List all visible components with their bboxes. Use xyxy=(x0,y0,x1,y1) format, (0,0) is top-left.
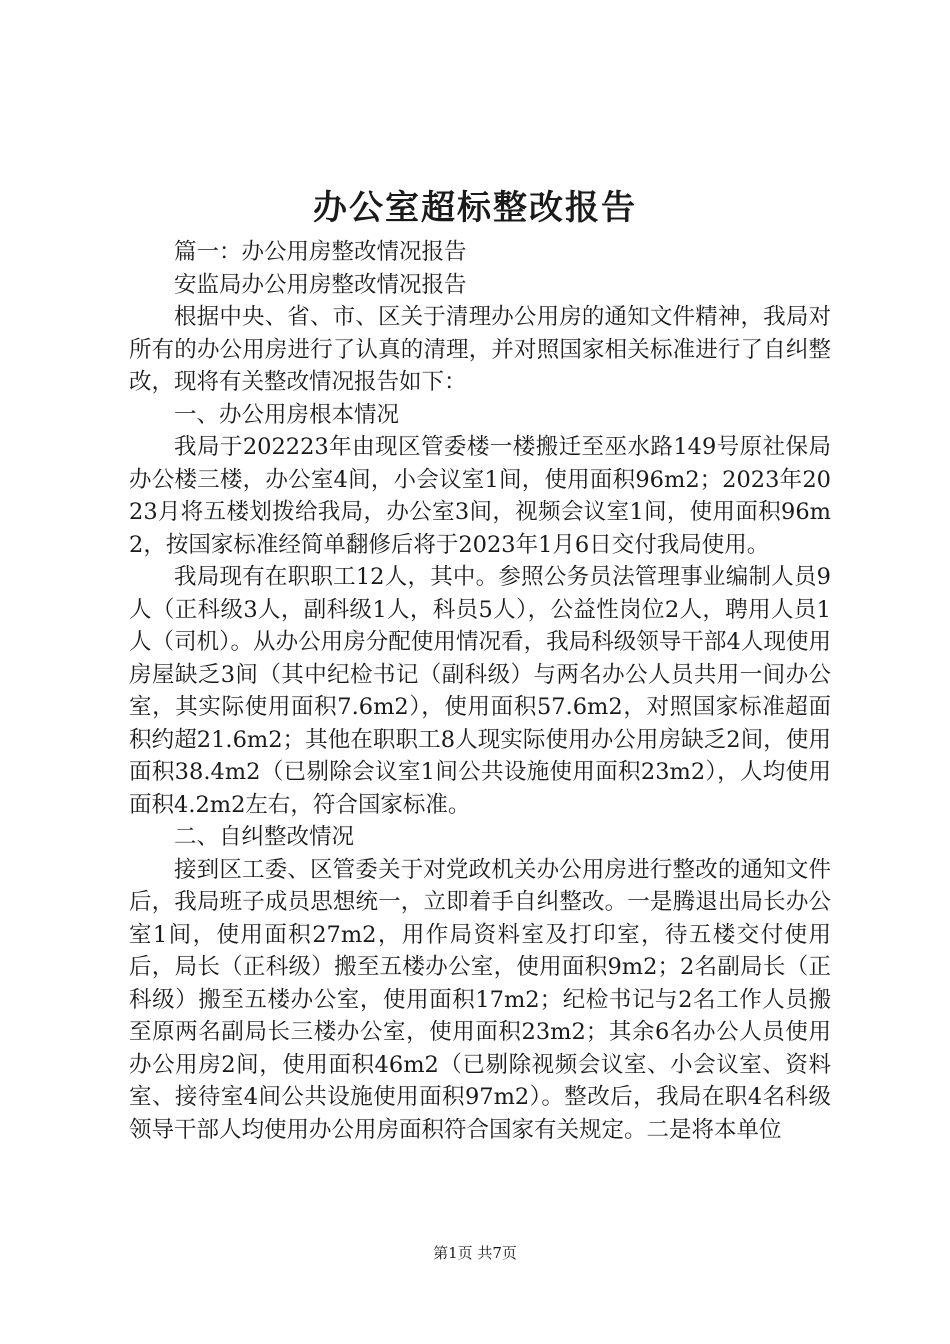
paragraph-section-heading: 篇一：办公用房整改情况报告 xyxy=(174,239,467,265)
page-number-footer: 第1页 共7页 xyxy=(433,1244,517,1262)
document-body xyxy=(129,236,831,1146)
paragraph-staff-usage: 我局现有在职职工12人，其中。参照公务员法管理事业编制人员9人（正科级3人，副科级1人，科员5人），公益性岗位2人，聘用人员1人（司机）。从办公用房分配使用情况看，我局科级领导干部4人现使用房屋缺乏3间（其中纪检书记（副科级）与两名办公人员共用一间办公室，其实际使用面积7.6m2），使用面积57.6m2，对照国家标准超面积约超21.6m2；其他在职职工8人现实际使用办公用房缺乏2间，使用面积38.4m2（已剔除会议室1间公共设施使用面积23m2），人均使用面积4.2m2左右，符合国家标准。 xyxy=(129,564,831,818)
paragraph-relocation: 我局于202223年由现区管委楼一楼搬迁至巫水路149号原社保局办公楼三楼，办公室4间，小会议室1间，使用面积96m2；2023年2023月将五楼划拨给我局，办公室3间，视频会议室1间，使用面积96m2，按国家标准经简单翻修后将于2023年1月6日交付我局使用。 xyxy=(129,434,831,558)
document-title: 办公室超标整改报告 xyxy=(313,188,637,228)
paragraph-correction-details: 接到区工委、区管委关于对党政机关办公用房进行整改的通知文件后，我局班子成员思想统一，立即着手自纠整改。一是腾退出局长办公室1间，使用面积27m2，用作局资料室及打印室，待五楼交付使用后，局长（正科级）搬至五楼办公室，使用面积9m2；2名副局长（正科级）搬至五楼办公室，使用面积17m2；纪检书记与2名工作人员搬至原两名副局长三楼办公室，使用面积23m2；其余6名办公人员使用办公用房2间，使用面积46m2（已剔除视频会议室、小会议室、资料室、接待室4间公共设施使用面积97m2）。整改后，我局在职4名科级领导干部人均使用办公用房面积符合国家有关规定。二是将本单位 xyxy=(129,856,831,1143)
paragraph-report-title: 安监局办公用房整改情况报告 xyxy=(174,271,467,298)
paragraph-heading-self-correction: 二、自纠整改情况 xyxy=(174,824,355,850)
paragraph-heading-basic-situation: 一、办公用房根本情况 xyxy=(174,401,400,428)
paragraph-intro: 根据中央、省、市、区关于清理办公用房的通知文件精神，我局对所有的办公用房进行了认真的清理，并对照国家相关标准进行了自纠整改，现将有关整改情况报告如下： xyxy=(129,304,831,395)
